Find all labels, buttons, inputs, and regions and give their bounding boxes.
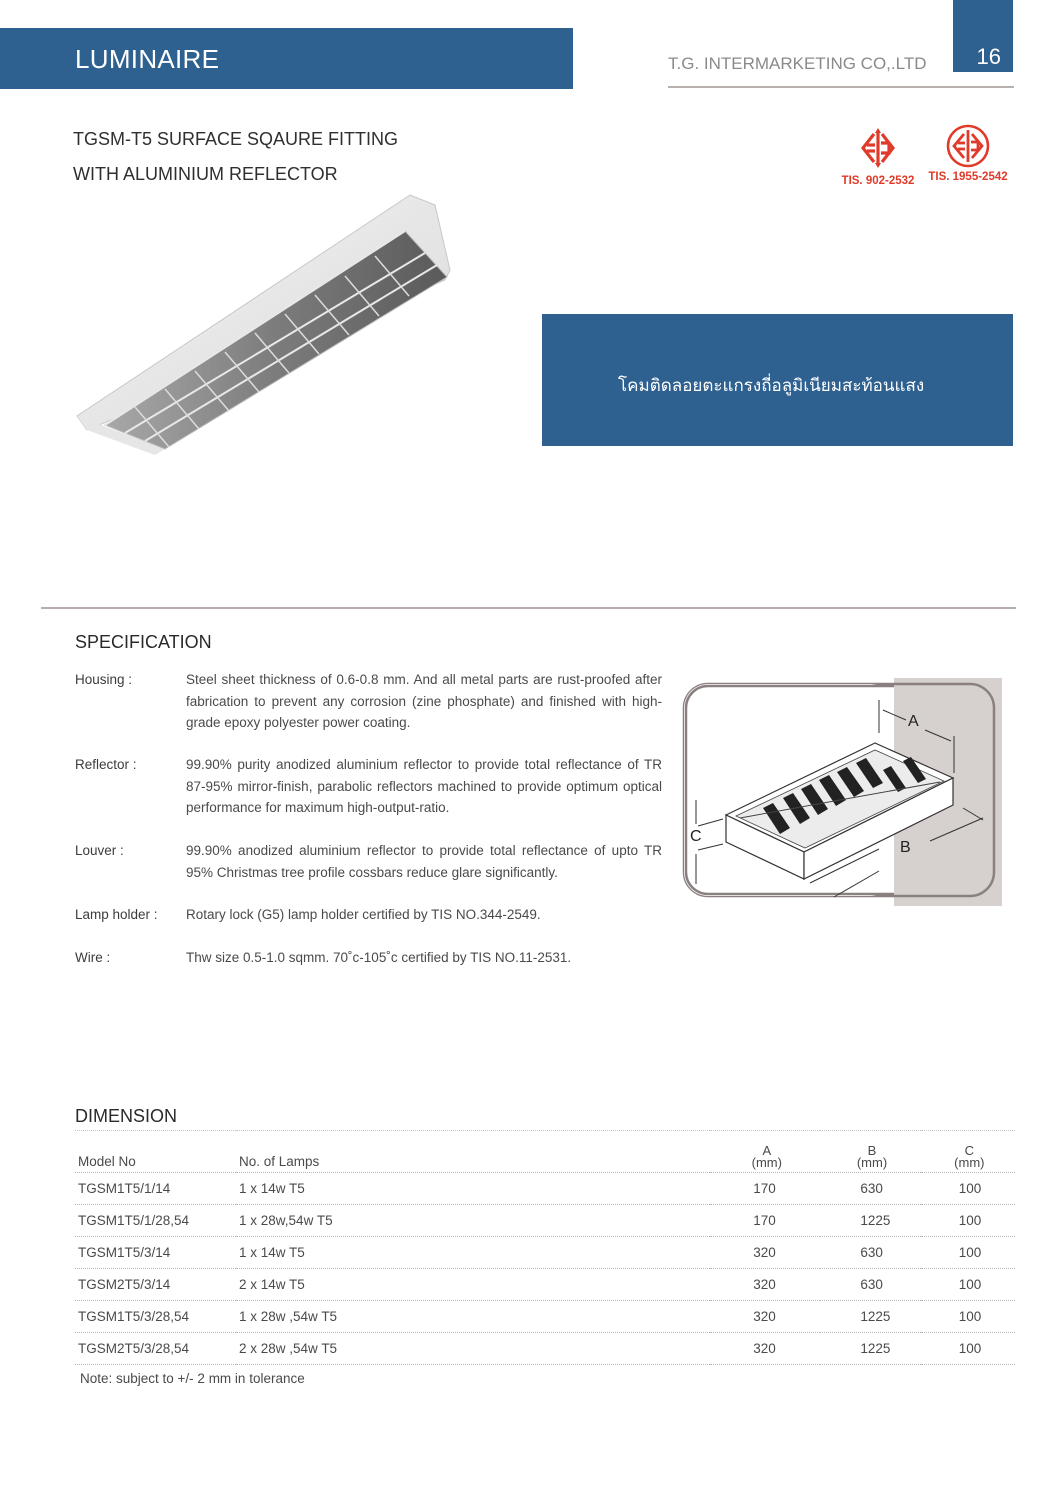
luminaire-photo (75, 193, 520, 458)
thai-name-banner (542, 314, 1013, 446)
table-row (75, 1237, 1015, 1269)
spec-key: Housing : (75, 672, 133, 687)
column-header-c-unit: (mm) (954, 1155, 985, 1170)
spec-value: Rotary lock (G5) lamp holder certified by TIS NO.344-2549. (186, 907, 541, 922)
column-header-c (921, 1131, 1015, 1173)
cell-c: 100 (921, 1301, 1015, 1333)
page-number: 16 (976, 44, 1001, 69)
cell-lamps: 1 x 14w T5 (236, 1237, 710, 1269)
cell-lamps: 2 x 28w ,54w T5 (236, 1333, 710, 1365)
section-title-bar (0, 28, 573, 89)
table-row (75, 1173, 1015, 1205)
cell-model: TGSM1T5/1/28,54 (75, 1205, 236, 1237)
cell-c: 100 (921, 1269, 1015, 1301)
dimension-table (75, 1130, 1015, 1365)
table-row (75, 1269, 1015, 1301)
cell-a: 320 (710, 1237, 820, 1269)
section-title: LUMINAIRE (75, 44, 220, 74)
diagram-label-c: C (690, 828, 702, 845)
certification-label: TIS. 1955-2542 (928, 171, 1008, 183)
cell-c: 100 (921, 1333, 1015, 1365)
spec-value: Steel sheet thickness of 0.6-0.8 mm. And all metal parts are rust-proofed after fabrication to prevent any corrosion (zine phosphate) and finished with high-grade epoxy polyester power coating. (186, 672, 662, 730)
section-divider (41, 607, 1016, 609)
thai-product-name: โคมติดลอยตะแกรงถี่อลูมิเนียมสะท้อนแสง (618, 376, 925, 395)
product-title-line1: TGSM-T5 SURFACE SQAURE FITTING (73, 129, 399, 149)
cell-c: 100 (921, 1173, 1015, 1205)
column-header-c-label: C (964, 1143, 975, 1158)
column-header-lamps: No. of Lamps (236, 1131, 710, 1173)
certification-tis-902 (838, 128, 918, 187)
diagram-label-a: A (908, 713, 919, 730)
cell-lamps: 1 x 28w ,54w T5 (236, 1301, 710, 1333)
column-header-a-label: A (762, 1143, 772, 1158)
dimension-diagram (678, 678, 1002, 906)
cell-model: TGSM2T5/3/28,54 (75, 1333, 236, 1365)
cell-b: 1225 (820, 1333, 920, 1365)
column-header-b-label: B (867, 1143, 877, 1158)
certification-tis-1955 (928, 128, 1008, 183)
column-header-model: Model No (75, 1131, 236, 1173)
spec-value: 99.90% purity anodized aluminium reflector to provide total reflectance of TR 87-95% mirror-finish, parabolic reflectors machined to provide optimum optical performance for maximum high-output-ratio. (186, 757, 662, 815)
cell-b: 630 (820, 1269, 920, 1301)
cell-model: TGSM1T5/3/28,54 (75, 1301, 236, 1333)
column-header-a (710, 1131, 820, 1173)
column-header-b (820, 1131, 920, 1173)
tis-circle-mark-icon (942, 124, 994, 168)
cell-a: 320 (710, 1333, 820, 1365)
cell-b: 1225 (820, 1205, 920, 1237)
spec-key: Louver : (75, 843, 124, 858)
tis-standard-mark-icon (858, 128, 898, 168)
cell-b: 630 (820, 1237, 920, 1269)
spec-key: Wire : (75, 950, 111, 965)
cell-model: TGSM2T5/3/14 (75, 1269, 236, 1301)
certification-label: TIS. 902-2532 (841, 175, 915, 187)
table-row (75, 1333, 1015, 1365)
cell-a: 170 (710, 1173, 820, 1205)
cell-lamps: 1 x 14w T5 (236, 1173, 710, 1205)
company-name: T.G. INTERMARKETING CO,.LTD (668, 54, 927, 73)
cell-a: 320 (710, 1301, 820, 1333)
cell-a: 320 (710, 1269, 820, 1301)
column-header-a-unit: (mm) (751, 1155, 782, 1170)
specification-heading: SPECIFICATION (75, 632, 212, 652)
cell-model: TGSM1T5/1/14 (75, 1173, 236, 1205)
cell-lamps: 2 x 14w T5 (236, 1269, 710, 1301)
product-title-line2: WITH ALUMINIUM REFLECTOR (73, 164, 338, 184)
spec-value: 99.90% anodized aluminium reflector to provide total reflectance of upto TR 95% Christmas tree profile cossbars reduce glare significantly. (186, 843, 662, 880)
cell-lamps: 1 x 28w,54w T5 (236, 1205, 710, 1237)
tolerance-note: Note: subject to +/- 2 mm in tolerance (80, 1371, 305, 1386)
cell-c: 100 (921, 1205, 1015, 1237)
cell-b: 1225 (820, 1301, 920, 1333)
cell-model: TGSM1T5/3/14 (75, 1237, 236, 1269)
table-row (75, 1301, 1015, 1333)
spec-key: Lamp holder : (75, 907, 158, 922)
spec-value: Thw size 0.5-1.0 sqmm. 70˚c-105˚c certified by TIS NO.11-2531. (186, 950, 572, 965)
page-number-box (953, 0, 1013, 72)
diagram-label-b: B (900, 839, 911, 856)
cell-b: 630 (820, 1173, 920, 1205)
spec-key: Reflector : (75, 757, 137, 772)
dimension-heading: DIMENSION (75, 1106, 178, 1126)
product-title (73, 122, 398, 192)
column-header-b-unit: (mm) (856, 1155, 888, 1170)
table-header-row (75, 1131, 1015, 1173)
table-row (75, 1205, 1015, 1237)
header-divider (668, 86, 1014, 88)
cell-c: 100 (921, 1237, 1015, 1269)
cell-a: 170 (710, 1205, 820, 1237)
